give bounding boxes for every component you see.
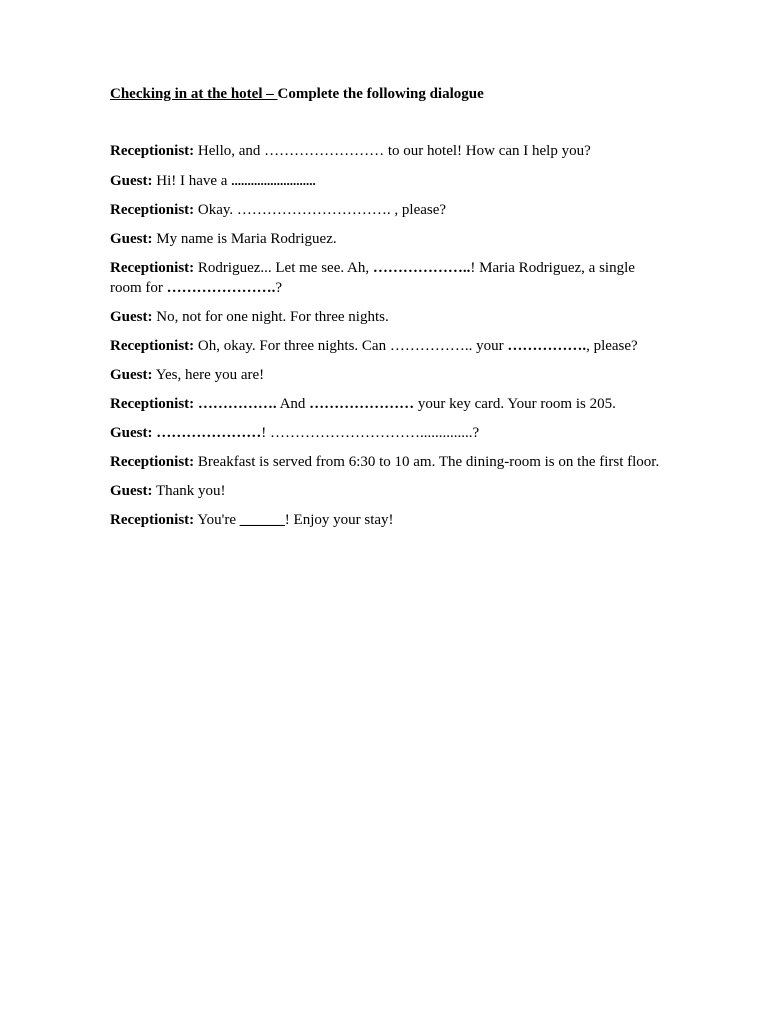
dialogue-line — [110, 424, 660, 444]
speaker-label: Receptionist: — [110, 511, 195, 528]
dialogue-line — [110, 366, 660, 386]
dialogue-line — [110, 259, 660, 298]
line-text: ! Maria Rodriguez, a single room for — [110, 260, 635, 296]
answer-blank: .......................... — [231, 173, 316, 188]
line-text: ! Enjoy your stay! — [284, 511, 394, 528]
line-text: Hi! I have a — [152, 173, 232, 189]
speaker-label: Receptionist: — [110, 453, 195, 470]
line-text: , please? — [586, 337, 638, 354]
speaker-label: Guest: — [110, 424, 153, 441]
line-text: No, not for one night. For three nights. — [152, 308, 389, 325]
line-text: ! …………………………..............? — [261, 424, 480, 441]
speaker-label: Guest: — [110, 173, 153, 189]
line-text: Thank you! — [152, 482, 226, 499]
speaker-label: Guest: — [110, 308, 153, 325]
speaker-label: Receptionist: — [110, 260, 195, 276]
line-text: ? — [275, 279, 283, 296]
dialogue-line — [110, 230, 660, 250]
speaker-label: Guest: — [110, 231, 153, 247]
title-topic: Checking in at the hotel – — [110, 86, 278, 102]
worksheet — [110, 84, 660, 540]
line-text: My name is Maria Rodriguez. — [152, 231, 337, 247]
dialogue-line — [110, 511, 660, 531]
speaker-label: Guest: — [110, 366, 153, 383]
answer-blank: ……………. — [507, 337, 587, 354]
dialogue-line — [110, 482, 660, 502]
answer-blank: ……………….. — [372, 260, 471, 276]
answer-blank: …………………. — [166, 279, 276, 296]
answer-blank: ……………. — [197, 395, 277, 412]
dialogue-line — [110, 308, 660, 328]
line-text: And — [276, 395, 310, 412]
dialogue-line — [110, 142, 660, 162]
speaker-label: Receptionist: — [110, 143, 195, 159]
speaker-label: Receptionist: — [110, 395, 195, 412]
speaker-label: Receptionist: — [110, 337, 195, 354]
line-text: Hello, and …………………… to our hotel! How can I help you? — [194, 143, 591, 159]
speaker-label: Receptionist: — [110, 202, 195, 218]
dialogue-line — [110, 453, 660, 473]
line-text: Rodriguez... Let me see. Ah, — [194, 260, 373, 276]
line-text: your key card. Your room is 205. — [414, 395, 616, 412]
answer-blank: ______ — [239, 511, 285, 528]
dialogue-line — [110, 171, 660, 192]
dialogue-line — [110, 201, 660, 221]
worksheet-title — [110, 84, 660, 104]
line-text: You're — [194, 511, 240, 528]
line-text: Breakfast is served from 6:30 to 10 am. The dining-room is on the first floor. — [194, 453, 660, 470]
answer-blank: ………………… — [156, 424, 262, 441]
line-text: Okay. …………………………. , please? — [194, 202, 447, 218]
answer-blank: ………………… — [309, 395, 415, 412]
title-instruction: Complete the following dialogue — [277, 86, 484, 102]
line-text: Yes, here you are! — [152, 366, 265, 383]
dialogue-line — [110, 395, 660, 415]
speaker-label: Guest: — [110, 482, 153, 499]
line-text: Oh, okay. For three nights. Can …………….. your — [194, 337, 508, 354]
dialogue-line — [110, 337, 660, 357]
